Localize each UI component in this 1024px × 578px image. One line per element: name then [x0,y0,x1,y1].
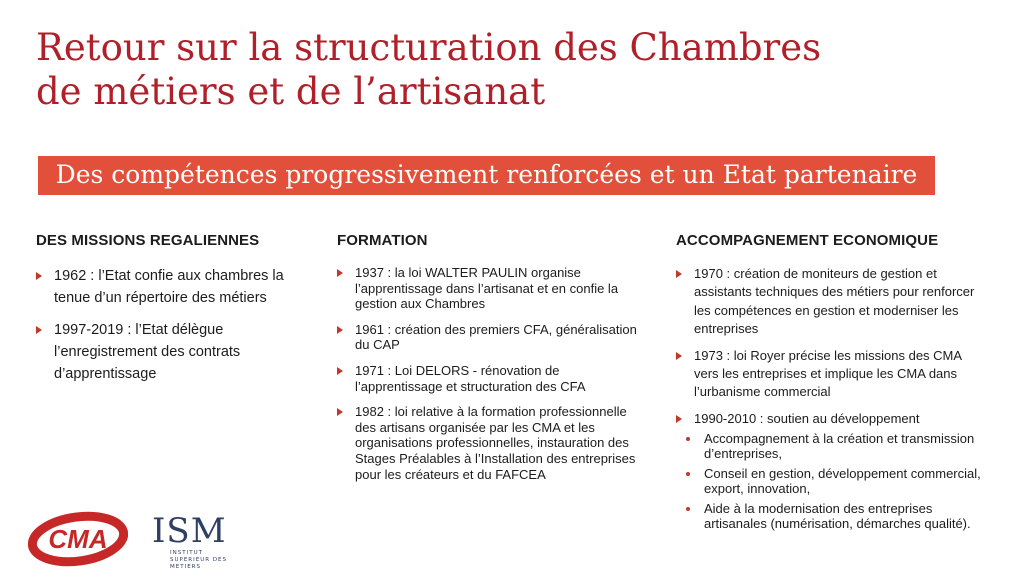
arrow-bullet-icon [337,269,343,277]
sub-list-item: Aide à la modernisation des entreprises artisanales (numérisation, démarches qualité). [686,502,986,531]
column-heading: ACCOMPAGNEMENT ECONOMIQUE [676,232,939,249]
list-item-text: 1961 : création des premiers CFA, généralisation du CAP [355,321,637,353]
arrow-bullet-icon [676,352,682,360]
slide-title-line-1: Retour sur la structuration des Chambres [36,26,822,69]
list-item-text: 1970 : création de moniteurs de gestion et assistants techniques des métiers pour renforcer les compétences en gestion et moderniser les entreprises [694,266,975,337]
subtitle-banner: Des compétences progressivement renforcées et un Etat partenaire [38,156,935,195]
list-item-text: 1982 : loi relative à la formation professionnelle des artisans organisée par les CMA et les organisations professionnelles, instauration des Stages Préalables à l’Installation des entreprises pour les créateurs et du FAFCEA [355,404,636,482]
sub-list-item: Accompagnement à la création et transmission d’entreprises, [686,432,986,461]
list-item [36,319,321,385]
list-item [676,265,986,339]
list-item-text: 1973 : loi Royer précise les missions des CMA vers les entreprises et implique les CMA dans l’urbanisme commercial [694,347,962,400]
bullet-list [337,265,637,482]
list-item-text: 1962 : l’Etat confie aux chambres la tenue d’un répertoire des métiers [54,268,284,306]
arrow-bullet-icon [36,326,42,334]
bullet-list [36,265,321,385]
arrow-bullet-icon [337,408,343,416]
slide-title [36,26,996,114]
list-item-text: 1937 : la loi WALTER PAULIN organise l’apprentissage dans l’artisanat et en confie la gestion aux Chambres [355,265,619,312]
column-formation [337,232,637,492]
arrow-bullet-icon [36,272,42,280]
cma-logo-text: CMA [48,524,108,554]
bullet-list [676,265,986,531]
list-item [676,410,986,531]
arrow-bullet-icon [337,326,343,334]
list-item [337,265,637,312]
sub-list-item: Conseil en gestion, développement commercial, export, innovation, [686,467,986,496]
column-heading: FORMATION [337,232,428,249]
slide-title-line-2: de métiers et de l’artisanat [36,70,546,113]
column-missions-regaliennes [36,232,321,395]
sub-bullet-list [686,432,986,531]
column-heading: DES MISSIONS REGALIENNES [36,232,260,249]
arrow-bullet-icon [676,415,682,423]
ism-logo [150,508,240,572]
cma-logo [28,508,128,568]
column-accompagnement-economique [676,232,986,539]
ism-logo-line-2: SUPERIEUR DES [170,557,228,563]
list-item [337,404,637,482]
list-item-text: 1971 : Loi DELORS - rénovation de l’apprentissage et structuration des CFA [355,362,586,394]
ism-logo-mark: ISM [152,511,227,551]
list-item-text: 1990-2010 : soutien au développement [694,410,920,426]
list-item [337,322,637,353]
arrow-bullet-icon [676,270,682,278]
list-item-text: 1997-2019 : l’Etat délègue l’enregistrement des contrats d’apprentissage [54,322,241,382]
ism-logo-line-3: METIERS [170,564,201,570]
ism-logo-line-1: INSTITUT [170,550,203,556]
arrow-bullet-icon [337,367,343,375]
list-item [676,347,986,402]
list-item [36,265,321,309]
list-item [337,363,637,394]
